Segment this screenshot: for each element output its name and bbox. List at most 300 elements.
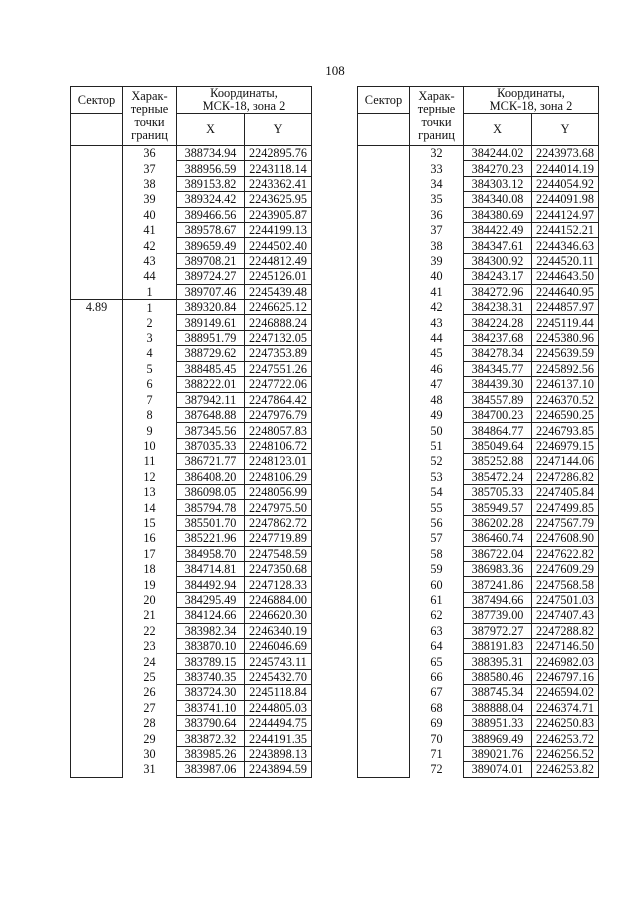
y-cell: 2247128.33 [245,577,312,592]
y-cell: 2247609.29 [532,561,599,576]
y-cell: 2244054.92 [532,176,599,191]
table-row [358,269,599,284]
sector-cell [358,346,410,361]
y-cell: 2244643.50 [532,269,599,284]
point-cell: 19 [123,577,177,592]
char-points-header: Харак- терные точки границ [410,87,464,146]
y-cell: 2247722.06 [245,377,312,392]
point-cell: 38 [123,176,177,191]
sector-cell [71,223,123,238]
y-cell: 2246253.72 [532,731,599,746]
table-row [358,639,599,654]
sector-cell [358,546,410,561]
table-row [71,469,312,484]
point-cell: 45 [410,346,464,361]
y-cell: 2245119.44 [532,315,599,330]
y-cell: 2246046.69 [245,639,312,654]
point-cell: 24 [123,654,177,669]
point-cell: 64 [410,639,464,654]
point-cell: 42 [123,238,177,253]
point-cell: 11 [123,454,177,469]
table-row [71,623,312,638]
y-cell: 2244502.40 [245,238,312,253]
x-cell: 384238.31 [464,300,532,315]
x-cell: 384347.61 [464,238,532,253]
table-row [358,484,599,499]
sector-cell [358,484,410,499]
table-row [71,176,312,191]
x-cell: 387972.27 [464,623,532,638]
x-cell: 383985.26 [177,746,245,761]
point-cell: 61 [410,592,464,607]
table-row [358,608,599,623]
table-row [71,685,312,700]
point-cell: 48 [410,392,464,407]
x-cell: 384300.92 [464,253,532,268]
y-cell: 2246340.19 [245,623,312,638]
table-row [358,654,599,669]
y-cell: 2244346.63 [532,238,599,253]
sector-cell [358,284,410,299]
table-row [71,192,312,207]
y-cell: 2247286.82 [532,469,599,484]
sector-cell [358,469,410,484]
y-cell: 2247568.58 [532,577,599,592]
x-cell: 385949.57 [464,500,532,515]
sector-cell [358,685,410,700]
y-cell: 2247551.26 [245,361,312,376]
y-cell: 2247719.89 [245,531,312,546]
point-cell: 3 [123,330,177,345]
y-cell: 2247976.79 [245,407,312,422]
table-row [71,608,312,623]
x-cell: 385472.24 [464,469,532,484]
y-cell: 2244124.97 [532,207,599,222]
y-cell: 2248123.01 [245,454,312,469]
sector-cell [71,315,123,330]
table-row [71,330,312,345]
point-cell: 60 [410,577,464,592]
x-cell: 384958.70 [177,546,245,561]
point-cell: 69 [410,716,464,731]
sector-cell [71,484,123,499]
table-row [71,377,312,392]
table-row [358,762,599,777]
sector-cell [358,238,410,253]
x-cell: 384244.02 [464,146,532,161]
table-row [71,423,312,438]
sector-header-spacer [358,114,410,146]
sector-cell [71,284,123,299]
table-row [358,407,599,422]
table-row [358,161,599,176]
x-cell: 385049.64 [464,438,532,453]
point-cell: 40 [410,269,464,284]
table-row [358,531,599,546]
sector-cell [358,500,410,515]
table-row [71,161,312,176]
coordinates-table-left [70,86,312,778]
sector-cell [358,561,410,576]
sector-cell [358,223,410,238]
table-row [358,546,599,561]
x-cell: 389724.27 [177,269,245,284]
x-cell: 387942.11 [177,392,245,407]
table-row [71,407,312,422]
y-cell: 2247622.82 [532,546,599,561]
table-row [71,716,312,731]
point-cell: 31 [123,762,177,777]
table-row [71,592,312,607]
x-cell: 386721.77 [177,454,245,469]
sector-cell [71,716,123,731]
point-cell: 36 [410,207,464,222]
x-cell: 388734.94 [177,146,245,161]
y-cell: 2248056.99 [245,484,312,499]
y-cell: 2248106.72 [245,438,312,453]
y-cell: 2247864.42 [245,392,312,407]
sector-cell [71,592,123,607]
y-cell: 2246250.83 [532,716,599,731]
y-cell: 2242895.76 [245,146,312,161]
x-cell: 388729.62 [177,346,245,361]
point-cell: 39 [123,192,177,207]
x-cell: 383724.30 [177,685,245,700]
table-row [358,746,599,761]
x-cell: 387739.00 [464,608,532,623]
sector-cell [71,700,123,715]
x-cell: 383987.06 [177,762,245,777]
x-cell: 387035.33 [177,438,245,453]
x-cell: 388222.01 [177,377,245,392]
point-cell: 13 [123,484,177,499]
x-cell: 384295.49 [177,592,245,607]
point-cell: 17 [123,546,177,561]
x-cell: 384270.23 [464,161,532,176]
x-cell: 389320.84 [177,300,245,315]
point-cell: 54 [410,484,464,499]
table-row [71,346,312,361]
table-row [71,253,312,268]
point-cell: 32 [410,146,464,161]
x-cell: 387648.88 [177,407,245,422]
sector-cell [358,700,410,715]
table-row [358,700,599,715]
point-cell: 20 [123,592,177,607]
y-cell: 2245743.11 [245,654,312,669]
sector-cell [358,330,410,345]
table-row [358,253,599,268]
point-cell: 59 [410,561,464,576]
point-cell: 25 [123,669,177,684]
table-row [71,531,312,546]
x-cell: 387494.66 [464,592,532,607]
y-cell: 2245892.56 [532,361,599,376]
sector-cell [71,608,123,623]
x-cell: 388951.79 [177,330,245,345]
table-row [358,284,599,299]
sector-cell [71,346,123,361]
table-row [71,238,312,253]
sector-cell [71,654,123,669]
y-cell: 2246982.03 [532,654,599,669]
sector-cell [71,423,123,438]
x-cell: 384557.89 [464,392,532,407]
x-cell: 389578.67 [177,223,245,238]
table-row [71,762,312,777]
y-cell: 2244494.75 [245,716,312,731]
y-cell: 2246253.82 [532,762,599,777]
y-cell: 2243894.59 [245,762,312,777]
sector-cell [358,161,410,176]
point-cell: 47 [410,377,464,392]
table-row [71,500,312,515]
x-cell: 384422.49 [464,223,532,238]
table-row [71,207,312,222]
sector-cell [358,176,410,191]
point-cell: 9 [123,423,177,438]
sector-cell [358,654,410,669]
y-cell: 2247862.72 [245,515,312,530]
sector-cell [358,361,410,376]
point-cell: 40 [123,207,177,222]
x-cell: 384237.68 [464,330,532,345]
sector-cell [71,685,123,700]
x-header: X [177,114,245,146]
y-cell: 2243973.68 [532,146,599,161]
point-cell: 18 [123,561,177,576]
point-cell: 43 [410,315,464,330]
point-cell: 44 [410,330,464,345]
sector-cell [358,716,410,731]
y-cell: 2247407.43 [532,608,599,623]
sector-cell [71,330,123,345]
y-header: Y [532,114,599,146]
point-cell: 4 [123,346,177,361]
x-cell: 388580.46 [464,669,532,684]
x-cell: 386202.28 [464,515,532,530]
x-cell: 383870.10 [177,639,245,654]
sector-cell [358,392,410,407]
y-cell: 2246374.71 [532,700,599,715]
y-header: Y [245,114,312,146]
table-row [358,392,599,407]
y-cell: 2247548.59 [245,546,312,561]
sector-cell [358,731,410,746]
sector-cell [71,392,123,407]
sector-cell [71,207,123,222]
x-cell: 385794.78 [177,500,245,515]
y-cell: 2245432.70 [245,669,312,684]
point-cell: 58 [410,546,464,561]
x-cell: 384224.28 [464,315,532,330]
point-cell: 2 [123,315,177,330]
y-cell: 2244805.03 [245,700,312,715]
y-cell: 2245126.01 [245,269,312,284]
sector-cell [71,762,123,777]
point-cell: 12 [123,469,177,484]
table-row [358,515,599,530]
y-cell: 2246793.85 [532,423,599,438]
point-cell: 66 [410,669,464,684]
y-cell: 2243118.14 [245,161,312,176]
x-cell: 389074.01 [464,762,532,777]
table-row [71,269,312,284]
y-cell: 2244857.97 [532,300,599,315]
point-cell: 41 [123,223,177,238]
x-cell: 388956.59 [177,161,245,176]
table-row [358,176,599,191]
sector-cell [71,238,123,253]
y-cell: 2247499.85 [532,500,599,515]
table-row [358,685,599,700]
sector-cell [71,515,123,530]
y-cell: 2244091.98 [532,192,599,207]
y-cell: 2246620.30 [245,608,312,623]
x-cell: 385221.96 [177,531,245,546]
table-row [71,639,312,654]
table-row [71,561,312,576]
point-cell: 1 [123,300,177,315]
sector-cell [71,407,123,422]
table-row [71,654,312,669]
x-cell: 388951.33 [464,716,532,731]
x-cell: 383790.64 [177,716,245,731]
table-row [358,330,599,345]
y-cell: 2248057.83 [245,423,312,438]
table-row [71,300,312,315]
x-cell: 383789.15 [177,654,245,669]
table-row [358,238,599,253]
table-row [358,592,599,607]
page-number: 108 [325,63,345,78]
x-cell: 384864.77 [464,423,532,438]
x-cell: 383982.34 [177,623,245,638]
sector-cell [71,146,123,161]
sector-cell [71,269,123,284]
point-cell: 65 [410,654,464,669]
sector-cell [358,438,410,453]
sector-cell [358,623,410,638]
point-cell: 49 [410,407,464,422]
table-row [358,731,599,746]
sector-cell [71,361,123,376]
table-row [71,284,312,299]
point-cell: 6 [123,377,177,392]
sector-cell [358,253,410,268]
y-cell: 2246797.16 [532,669,599,684]
point-cell: 7 [123,392,177,407]
point-cell: 38 [410,238,464,253]
sector-cell [71,469,123,484]
sector-cell [71,176,123,191]
point-cell: 21 [123,608,177,623]
table-row [71,361,312,376]
point-cell: 14 [123,500,177,515]
sector-cell [358,146,410,161]
y-cell: 2245439.48 [245,284,312,299]
sector-cell [71,161,123,176]
table-row [71,700,312,715]
sector-cell [71,731,123,746]
point-cell: 55 [410,500,464,515]
point-cell: 23 [123,639,177,654]
table-row [358,146,599,161]
point-cell: 53 [410,469,464,484]
y-cell: 2243905.87 [245,207,312,222]
x-cell: 385252.88 [464,454,532,469]
y-cell: 2247405.84 [532,484,599,499]
y-cell: 2245639.59 [532,346,599,361]
point-cell: 56 [410,515,464,530]
sector-cell [358,515,410,530]
point-cell: 37 [123,161,177,176]
table-row [358,361,599,376]
sector-cell [358,531,410,546]
x-cell: 389021.76 [464,746,532,761]
table-row [358,623,599,638]
point-cell: 27 [123,700,177,715]
point-cell: 15 [123,515,177,530]
x-cell: 389707.46 [177,284,245,299]
x-cell: 389659.49 [177,238,245,253]
x-cell: 389466.56 [177,207,245,222]
table-row [71,484,312,499]
y-cell: 2246888.24 [245,315,312,330]
y-cell: 2247975.50 [245,500,312,515]
y-cell: 2248106.29 [245,469,312,484]
x-cell: 388745.34 [464,685,532,700]
point-cell: 35 [410,192,464,207]
y-cell: 2244199.13 [245,223,312,238]
table-row [358,192,599,207]
table-row [358,469,599,484]
y-cell: 2246137.10 [532,377,599,392]
point-cell: 50 [410,423,464,438]
point-cell: 70 [410,731,464,746]
point-cell: 41 [410,284,464,299]
point-cell: 33 [410,161,464,176]
point-cell: 68 [410,700,464,715]
table-row [358,500,599,515]
table-row [358,454,599,469]
point-cell: 42 [410,300,464,315]
point-cell: 43 [123,253,177,268]
x-cell: 386408.20 [177,469,245,484]
y-cell: 2246625.12 [245,300,312,315]
table-row [71,577,312,592]
point-cell: 63 [410,623,464,638]
point-cell: 5 [123,361,177,376]
x-cell: 383740.35 [177,669,245,684]
table-row [358,561,599,576]
y-cell: 2247350.68 [245,561,312,576]
sector-cell [358,407,410,422]
table-row [71,515,312,530]
x-cell: 384272.96 [464,284,532,299]
y-cell: 2246256.52 [532,746,599,761]
sector-cell [71,192,123,207]
y-cell: 2247144.06 [532,454,599,469]
x-cell: 384124.66 [177,608,245,623]
point-cell: 34 [410,176,464,191]
y-cell: 2246884.00 [245,592,312,607]
y-cell: 2247501.03 [532,592,599,607]
table-row [71,546,312,561]
sector-cell [358,269,410,284]
x-cell: 384278.34 [464,346,532,361]
point-cell: 51 [410,438,464,453]
